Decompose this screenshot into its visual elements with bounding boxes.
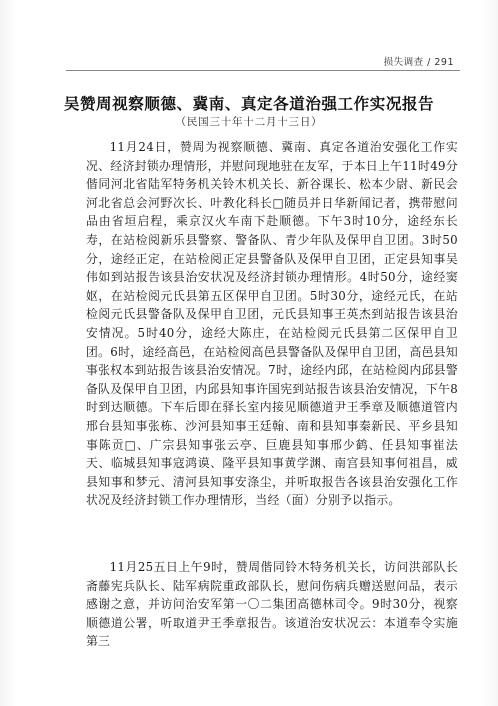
paragraph-text: 11月25五日上午9时，赞周偕同铃木特务机关长，访问洪部队长斋藤宪兵队长、陆军病院重政部队长，慰问伤病兵赠送慰问品，表示感谢之意，并访问治安军第一〇二集团高德林司令。9时30分，视察顺德道公署，听取道尹王季章报告。该道治安状况云：本道奉令实施第三 [86,560,458,649]
header-rule [66,70,460,71]
running-head: 损失调查 / 291 [383,57,454,68]
paragraph-text: 11月24日，赞周为视察顺德、冀南、真定各道治安强化工作实况、经济封锁办理情形，并慰问现地驻在友军，于本日上午11时49分偕同河北省陆军特务机关铃木机关长、新谷课长、松本少尉、新民会河北省总会河野次长、叶教化科长□随员并日华新闻记者，携带慰问品由省垣启程，乘京汉火车南下赴顺德。下午3时10分，途经东长寿，在站检阅新乐县警察、警备队、青少年队及保甲自卫团。3时50分，途经正定，在站检阅正定县警备队及保甲自卫团，正定县知事吴伟如到站报告该县治安状况及经济封锁办理情形。4时50分，途经窦妪，在站检阅元氏县第五区保甲自卫团。5时30分，途经元氏，在站检阅元氏县警备队及保甲自卫团，元氏县知事王英杰到站报告该县治安情况。5时40分，途经大陈庄，在站检阅元氏县第二区保甲自卫团。6时，途经高邑，在站检阅高邑县警备队及保甲自卫团，高邑县知事张权本到站报告该县治安情况。7时，途经内邱，在站检阅内邱县警备队及保甲自卫团，内邱县知事许国宪到站报告该县治安情况，下午8时到达顺德。下车后即在驿长室内接见顺德道尹王季章及顺德道管内邢台县知事张栋、沙河县知事王廷翰、南和县知事秦新民、平乡县知事陈贡□、广宗县知事张云亭、巨鹿县知事邢少鹤、任县知事崔法天、临城县知事寇鸿谟、隆平县知事黄学渊、南宫县知事何祖昌，威县知事和梦元、清河县知事安涤尘，并听取报告各该县治安强化工作状况及经济封锁工作办理情形，当经（面）分别予以指示。 [86,140,458,508]
body-paragraph-2 [86,558,458,651]
document-date: （民国三十年十二月十三日） [175,116,323,128]
body-paragraph-1 [86,138,458,510]
document-title: 吴赞周视察顺德、冀南、真定各道治强工作实况报告 [63,95,435,113]
